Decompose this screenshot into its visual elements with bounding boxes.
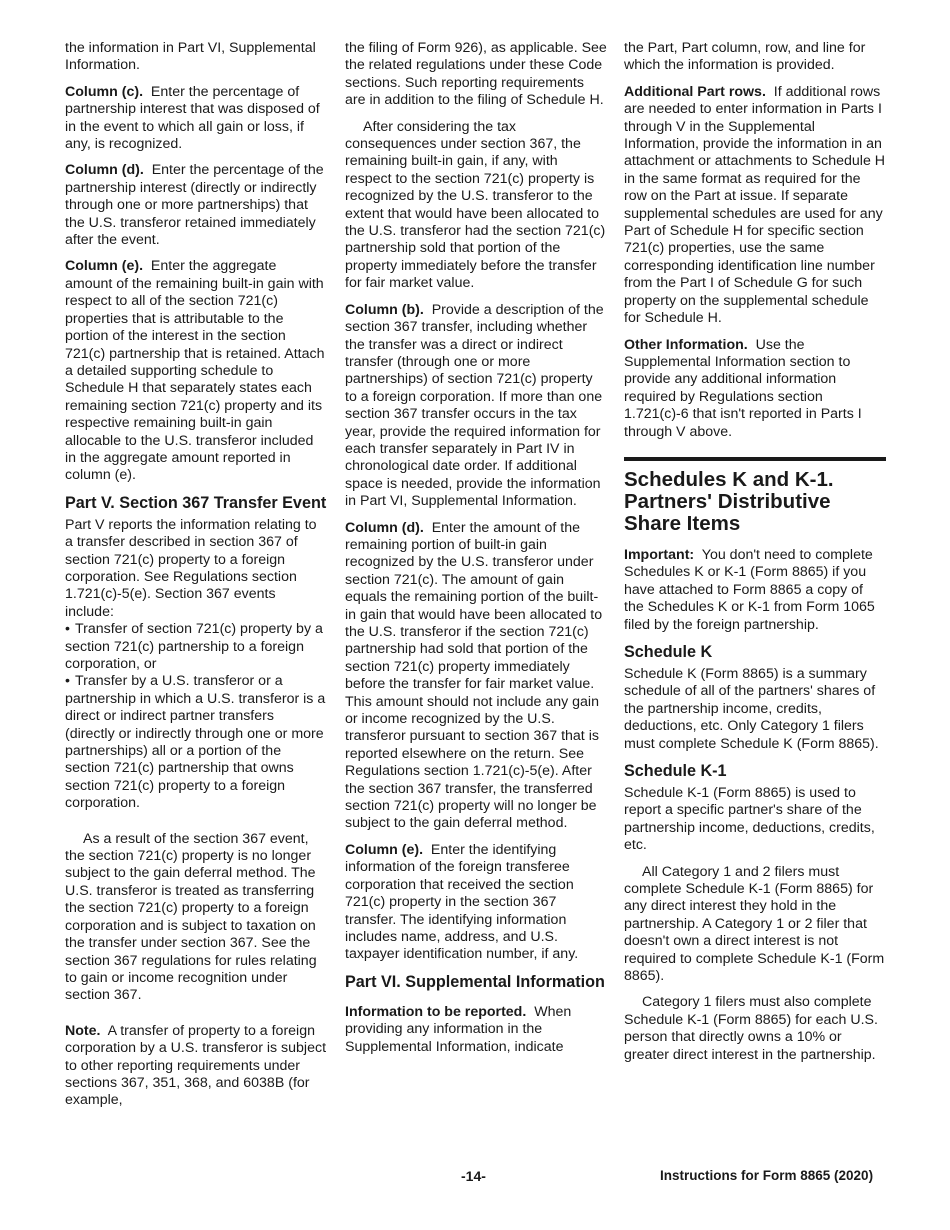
paragraph-text: Enter the percentage of partnership interest that was disposed of in the event to which all gain or loss, if any, is recognized. xyxy=(65,83,320,153)
paragraph-text: Provide a description of the section 367 transfer, including whether the transfer was a direct or indirect transfer (through one or more partnerships) of section 721(c) property to a foreign corporation. If more than one section 367 transfer occurs in the tax year, provide the required information for each transfer separately in Part IV in chronological date order. If additional space is needed, provide the information in Part VI, Supplemental Information. xyxy=(345,301,604,510)
lead-label: Note. xyxy=(65,1022,101,1039)
paragraph-text: A transfer of property to a foreign corporation by a U.S. transferor is subject to other reporting requirements under sections 367, 351, 368, and 6038B (for example, xyxy=(65,1022,327,1109)
paragraph: Part V reports the information relating to a transfer described in section 367 of section 721(c) property to a foreign corporation. See Regulations section 1.721(c)-5(e). Section 367 events include: xyxy=(65,516,317,620)
lead-label: Other Information. xyxy=(624,336,748,353)
paragraph: All Category 1 and 2 filers must complete Schedule K-1 (Form 8865) for any direct interest they hold in the partnership. A Category 1 or 2 filer that doesn't own a direct interest is not required to complete Schedule K-1 (Form 8865). xyxy=(624,863,885,985)
section-heading: Part VI. Supplemental Information xyxy=(345,972,605,991)
main-heading: Schedules K and K-1. Partners' Distributive Share Items xyxy=(624,467,834,535)
paragraph: the Part, Part column, row, and line for which the information is provided. xyxy=(624,40,866,74)
section-heading: Schedule K xyxy=(624,642,713,661)
lead-label: Column (e). xyxy=(65,258,144,275)
column-middle xyxy=(345,40,607,1065)
column-right xyxy=(624,40,886,1073)
paragraph: the filing of Form 926), as applicable. See the related regulations under these Code sections. Such reporting requirements are in addition to the filing of Schedule H. xyxy=(345,40,607,109)
section-divider xyxy=(624,457,886,461)
paragraph-text: Enter the aggregate amount of the remaining built-in gain with respect to all of the section 721(c) properties that is attributable to the portion of the interest in the section 721(c) partnership that is retained. Attach a detailed supporting schedule to Schedule H that separately states each remaining section 721(c) property and its respective remaining built-in gain allocable to the U.S. transferor included in the aggregate amount reported in column (e). xyxy=(65,258,325,484)
page-number: -14- xyxy=(461,1168,486,1184)
column-left xyxy=(65,40,327,1119)
lead-label: Column (c). xyxy=(65,83,144,100)
footer-form-title: Instructions for Form 8865 (2020) xyxy=(660,1168,874,1183)
bullet-item xyxy=(65,673,327,812)
paragraph: Schedule K-1 (Form 8865) is used to report a specific partner's share of the partnership income, deductions, credits, etc. xyxy=(624,785,875,854)
lead-label: Column (d). xyxy=(65,162,144,179)
paragraph-column-e xyxy=(65,258,327,484)
bullet-icon: • xyxy=(65,673,70,690)
paragraph: Category 1 filers must also complete Schedule K-1 (Form 8865) for each U.S. person that directly owns a 10% or greater direct interest in the partnership. xyxy=(624,994,878,1063)
lead-label: Column (d). xyxy=(345,519,424,536)
lead-label: Column (e). xyxy=(345,841,424,858)
section-heading: Schedule K-1 xyxy=(624,762,727,780)
lead-label: Column (b). xyxy=(345,301,424,318)
paragraph-text: Enter the amount of the remaining portion of built-in gain recognized by the U.S. transferor under section 721(c). The amount of gain equals the remaining portion of the built-in gain that would have been allocated to the U.S. transferor if the section 721(c) partnership had sold that portion of the section 721(c) property immediately before the transfer for fair market value. This amount should not include any gain or income recognized by the U.S. transferor pursuant to section 367 that is reported elsewhere on the return. See Regulations section 1.721(c)-5(e). After the section 367 transfer, the transferred section 721(c) property will no longer be subject to the gain deferral method. xyxy=(345,519,603,832)
paragraph-text: If additional rows are needed to enter information in Parts I through V in the Supplemental Information, provide the information in an attachment or attachments to Schedule H in the same format as required for the row on the Part at issue. If separate supplemental schedules are used for any Part of Schedule H for specific section 721(c) properties, use the same corresponding identification line number from the Part I of Schedule G for such property on the supplemental schedule for Schedule H. xyxy=(624,83,886,327)
bullet-item xyxy=(65,621,327,673)
paragraph: the information in Part VI, Supplemental Information. xyxy=(65,40,316,74)
paragraph-text: Enter the percentage of the partnership interest (directly or indirectly through one or more partnerships) that the U.S. transferor retained immediately after the event. xyxy=(65,162,324,249)
lead-label: Additional Part rows. xyxy=(624,83,766,100)
paragraph: After considering the tax consequences under section 367, the remaining built-in gain, if any, with respect to the section 721(c) property is recognized by the U.S. transferor to the extent that would have been allocated to the U.S. transferor had the section 721(c) partnership sold that portion of the property immediately before the transfer for fair market value. xyxy=(345,118,606,292)
paragraph-column-e xyxy=(345,842,607,964)
bullet-text: Transfer of section 721(c) property by a section 721(c) partnership to a foreign corporation, or xyxy=(65,621,323,672)
lead-label: Information to be reported. xyxy=(345,1003,527,1020)
section-heading: Part V. Section 367 Transfer Event xyxy=(65,493,327,512)
paragraph-additional-rows xyxy=(624,84,886,328)
paragraph-column-c xyxy=(65,84,327,154)
lead-label: Important: xyxy=(624,546,695,563)
paragraph-note xyxy=(65,1023,327,1110)
paragraph-text: When providing any information in the Supplemental Information, indicate xyxy=(345,1003,572,1055)
paragraph-text: Use the Supplemental Information section to provide any additional information required by Regulations section 1.721(c)-6 that isn't reported in Parts I through V above. xyxy=(624,336,862,440)
paragraph-text: You don't need to complete Schedules K or K-1 (Form 8865) if you have attached to Form 8865 a copy of the Schedules K or K-1 from Form 1065 filed by the foreign partnership. xyxy=(624,546,875,633)
paragraph-info xyxy=(345,1004,607,1056)
paragraph: Schedule K (Form 8865) is a summary schedule of all of the partners' shares of the partnership income, credits, deductions, etc. Only Category 1 filers must complete Schedule K (Form 8865). xyxy=(624,665,879,752)
paragraph-column-b xyxy=(345,302,607,511)
paragraph-column-d xyxy=(65,162,327,249)
paragraph-text: Enter the identifying information of the foreign transferee corporation that received the section 721(c) property in the section 367 transfer. The identifying information includes name, address, and U.S. taxpayer identification number, if any. xyxy=(345,841,579,963)
bullet-text: Transfer by a U.S. transferor or a partnership in which a U.S. transferor is a direct or indirect partner transfers (directly or indirectly through one or more partnerships) all or a portion of the section 721(c) partnership that owns section 721(c) property to a foreign corporation. xyxy=(65,673,326,812)
paragraph-important xyxy=(624,547,886,634)
paragraph: As a result of the section 367 event, the section 721(c) property is no longer subject to the gain deferral method. The U.S. transferor is treated as transferring the section 721(c) property to a foreign corporation and is subject to taxation on the transfer under section 367. See the section 367 regulations for rules relating to gain or income recognition under section 367. xyxy=(65,830,317,1004)
paragraph-column-d xyxy=(345,520,607,833)
bullet-icon: • xyxy=(65,621,70,638)
paragraph-other-info xyxy=(624,337,886,441)
